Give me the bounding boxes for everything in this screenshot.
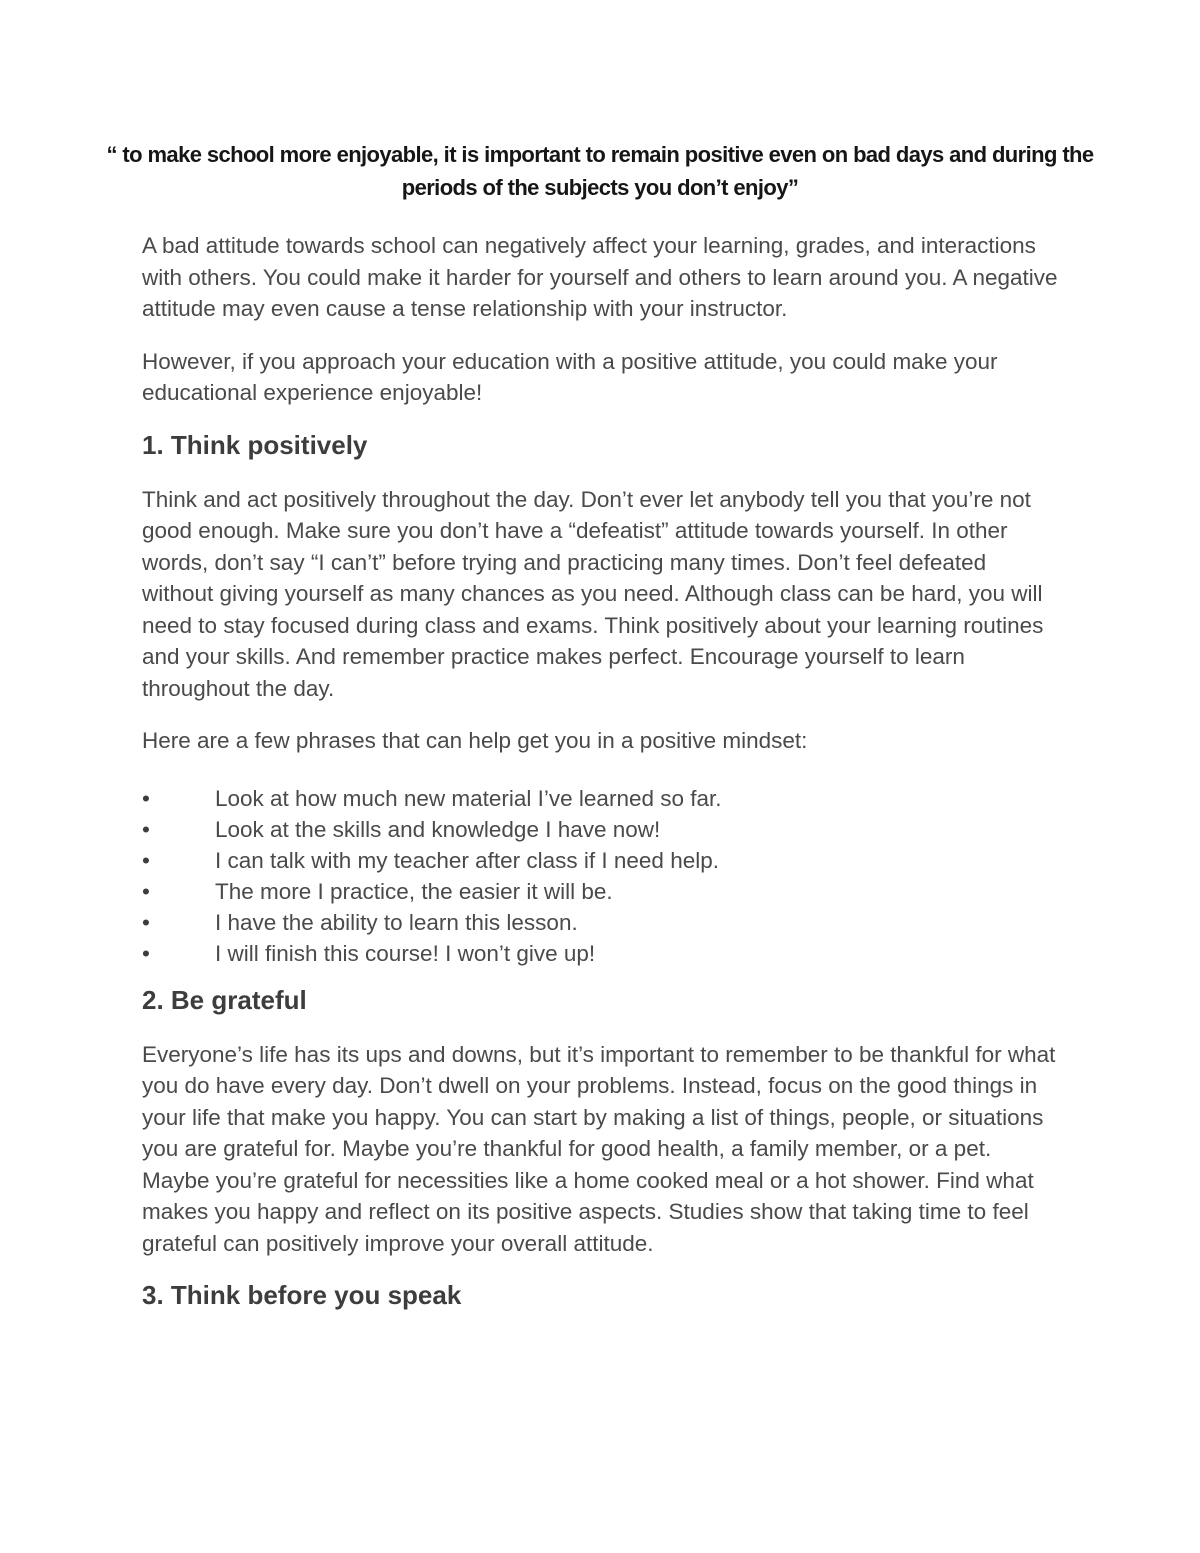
list-item [142,783,1060,814]
bullet-icon: • [142,940,150,966]
list-item-text: Look at how much new material I’ve learned so far. [215,785,722,811]
list-item [142,876,1060,907]
bullet-icon: • [142,847,150,873]
list-item-text: I have the ability to learn this lesson. [215,909,578,935]
section-heading-think-before-you-speak: 3. Think before you speak [142,1280,462,1310]
bullet-icon: • [142,909,150,935]
document-quote: “ to make school more enjoyable, it is important to remain positive even on bad days and during the periods of the subjects you don’t enjoy” [106,142,1094,200]
bullet-icon: • [142,785,150,811]
section-heading-be-grateful: 2. Be grateful [142,984,307,1015]
positive-phrases-list [142,783,1060,969]
section1-paragraph-2: Here are a few phrases that can help get you in a positive mindset: [142,728,808,753]
list-item-text: The more I practice, the easier it will be. [215,878,613,904]
list-item-text: I will finish this course! I won’t give up! [215,940,596,966]
intro-paragraph-2: However, if you approach your education with a positive attitude, you could make your educational experience enjoyable! [142,348,998,405]
list-item [142,814,1060,845]
list-item [142,907,1060,938]
list-item [142,938,1060,969]
document-body [142,230,1060,1311]
section1-paragraph-1: Think and act positively throughout the day. Don’t ever let anybody tell you that you’re not good enough. Make sure you don’t have a “defeatist” attitude towards yourself. In other words, don’t say “I can’t” before trying and practicing many times. Don’t feel defeated without giving yourself as many chances as you need. Although class can be hard, you will need to stay focused during class and exams. Think positively about your learning routines and your skills. And remember practice makes perfect. Encourage yourself to learn throughout the day. [142,486,1044,701]
list-item [142,845,1060,876]
section-heading-think-positively: 1. Think positively [142,429,368,460]
section2-paragraph-1: Everyone’s life has its ups and downs, but it’s important to remember to be thankful for what you do have every day. Don’t dwell on your problems. Instead, focus on the good things in your life that make you happy. You can start by making a list of things, people, or situations you are grateful for. Maybe you’re thankful for good health, a family member, or a pet. Maybe you’re grateful for necessities like a home cooked meal or a hot shower. Find what makes you happy and reflect on its positive aspects. Studies show that taking time to feel grateful can positively improve your overall attitude. [142,1041,1056,1256]
intro-paragraph-1: A bad attitude towards school can negatively affect your learning, grades, and interactions with others. You could make it harder for yourself and others to learn around you. A negative attitude may even cause a tense relationship with your instructor. [142,233,1058,321]
bullet-icon: • [142,878,150,904]
list-item-text: Look at the skills and knowledge I have now! [215,816,661,842]
bullet-icon: • [142,816,150,842]
list-item-text: I can talk with my teacher after class if I need help. [215,847,719,873]
